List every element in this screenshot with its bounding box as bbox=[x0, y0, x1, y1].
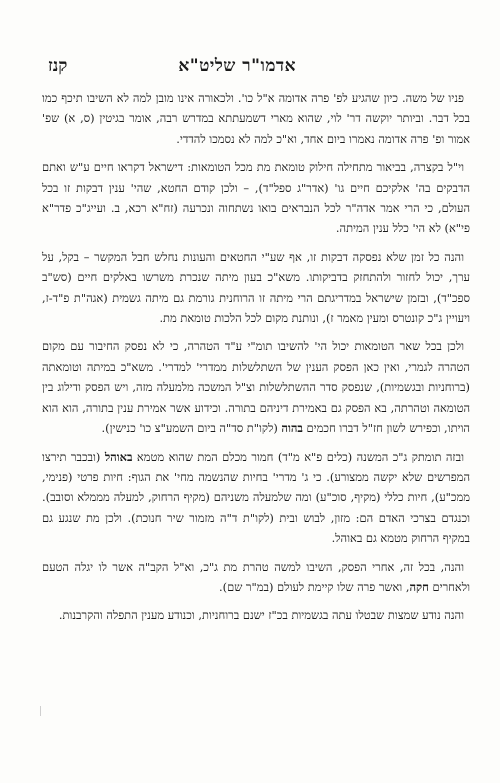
emphasized-word: באוהל bbox=[104, 449, 133, 464]
paragraph-1 bbox=[42, 88, 470, 149]
page-number: קנז bbox=[48, 56, 68, 76]
paragraph-text: וי"ל בקצרה, בביאור מתחילה חילוק טומאת מת מכל הטומאות: דישראל דקראו חיים ע"ש ואתם הדבקים בה' אלקיכם חיים גו' (אדר"ג ספל"ד), – ולכן קודם החטא, שהי' ענין דבקות זו בכל העולם, כי הרי אמר אדה"ר לכל הנבראים בואו נשתחוה ונכרעה (זח"א רכא, ב. ועייג"כ פדר"א פי"א) לא הי' כלל ענין המיתה. bbox=[42, 160, 470, 236]
emphasized-word: בהוה bbox=[281, 421, 303, 436]
paragraph-text: ולכן בכל שאר הטומאות יכול הי' להשיבו תומ"י ע"ד הטהרה, כי לא נפסק החיבור עם מקום הטהרה לגמרי, ואין כאן הפסק הענין של השתלשלות ממדרי' למדרי'. משא"כ במיתה וטומאתה (ברוחניות ובגשמיות), שנפסק סדר ההשתלשלות וצ"ל המשכה מלמעלה מזה, ויש הפסק ודילוג בין הטומאה וטהרתה, בא הפסק גם באמירת דיניהם בתורה. וכידוע אשר אמירת ענין בתורה, הוא הוא הויתו, וכפירש לשון חז"ל דברו חכמים bbox=[42, 339, 470, 436]
paragraph-text: פניו של משה. כיון שהגיע לפ' פרה אדומה א"ל כו'. ולכאורה אינו מובן למה לא השיבו תיכף כמו בכל דבר. וביותר יוקשה דר' לוי, שהוא מארי דשמעתתא במדרש רבה, אומר בגיטין (ס, א) שפ' אמור ופ' פרה אדומה נאמרו ביום אחד, וא"כ למה לא נסמכו להדדי. bbox=[42, 91, 470, 146]
paragraph-2 bbox=[42, 157, 470, 239]
paragraph-text: (לקו"ת סד"ה ביום השמע"צ כו' כנישין). bbox=[101, 421, 282, 436]
paragraph-4 bbox=[42, 336, 470, 438]
paragraph-text: והנה נודע שמצות שבטלו עתה בגשמיות בכ"ז ישנם ברוחניות, וכנודע מענין התפלה והקרבנות. bbox=[58, 608, 464, 623]
paragraph-text: ובזה תומתק ג"כ המשנה (כלים פ"א מ"ד) חמור מכלם המת שהוא מטמא bbox=[132, 449, 464, 464]
paragraph-3 bbox=[42, 247, 470, 329]
running-title: אדמו"ר שליט"א bbox=[178, 56, 296, 76]
paragraph-7 bbox=[42, 605, 470, 625]
paragraph-text: והנה, בכל זה, אחרי הפסק, השיבו למשה טהרת מת ג"כ, וא"ל הקב"ה אשר לו יגלה הטעם ולאחרים bbox=[42, 559, 470, 594]
paragraph-6 bbox=[42, 557, 470, 598]
body-text bbox=[42, 88, 470, 634]
paragraph-text: והנה כל זמן שלא נפסקה דבקות זו, אף שע"י החטאים והעונות נחלש חבל המקשר – בקל, על ערך, יכול לחזור ולהתחזק בדביקותו. משא"כ בעון מיתה שנכרת משרשו באלקים חיים (סש"ב ספכ"ד), ובזמן שישראל במדריגתם הרי מיתה זו הרוחנית גורמת גם מיתה גשמית (אגה"ת פ"ד-ז, ויעויין ג"כ קונטרס ומעין מאמר ז), ונותנת מקום לכל הלכות טומאת מת. bbox=[42, 249, 470, 326]
paragraph-text: , ואשר פרה שלו קיימת לעולם (במ"ר שם). bbox=[219, 579, 410, 594]
paragraph-5 bbox=[42, 447, 470, 549]
running-header bbox=[44, 56, 456, 78]
paragraph-text: (ובכבר תירצו המפרשים שלא יקשה ממצורע). כי ג' מדרי' בחיות שהנשמה מחי' את הגוף: חיות פרטי (פנימי, ממכ"ע), חיות כללי (מקיף, סוכ"ע) ומה שלמעלה משניהם (מקיף הרחוק, למעלה מממלא וסובב). וכנגדם בצרכי האדם הם: מזון, לבוש ובית (לקו"ת ד"ה מזמור שיר חנוכת). ולכן מת שנגע גם במקיף הרחוק מטמא גם באוהל. bbox=[42, 449, 470, 546]
margin-mark bbox=[40, 706, 41, 716]
emphasized-word: חקה bbox=[409, 579, 429, 594]
